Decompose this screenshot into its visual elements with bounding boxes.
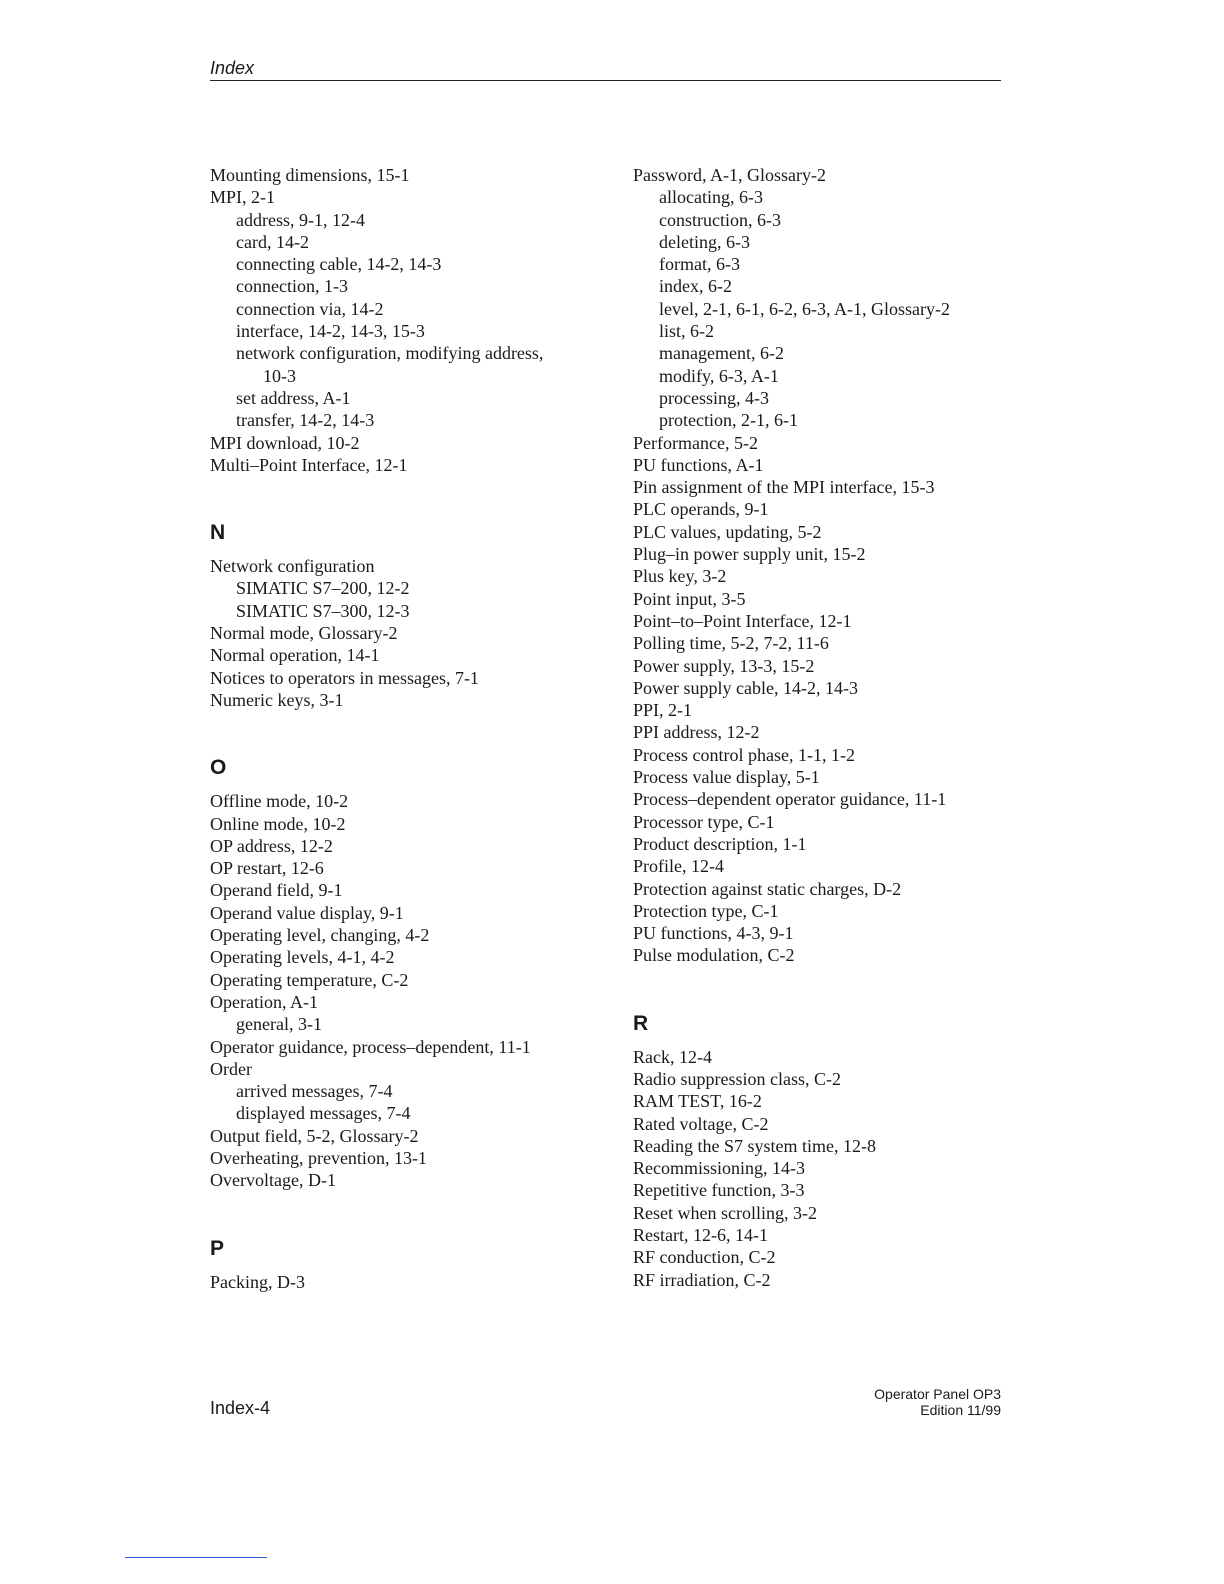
index-subentry: SIMATIC S7–300, 12-3 [236, 600, 410, 621]
index-subentry: allocating, 6-3 [659, 187, 763, 208]
index-entry: PPI, 2-1 [633, 700, 693, 721]
section-letter-heading: O [210, 756, 227, 780]
footer-document-info [874, 1386, 1001, 1418]
index-subentry: deleting, 6-3 [659, 231, 750, 252]
index-entry: Network configuration [210, 556, 375, 577]
index-entry: Pulse modulation, C-2 [633, 945, 795, 966]
index-entry: Performance, 5-2 [633, 432, 758, 453]
running-header-title: Index [210, 58, 255, 78]
index-subentry: management, 6-2 [659, 343, 784, 364]
index-column-left [210, 164, 610, 1293]
index-entry: Operation, A-1 [210, 991, 318, 1012]
index-entry: PU functions, 4-3, 9-1 [633, 923, 794, 944]
index-entry: Operating levels, 4-1, 4-2 [210, 947, 395, 968]
index-subentry: set address, A-1 [236, 387, 351, 408]
index-entry: Power supply cable, 14-2, 14-3 [633, 677, 858, 698]
header-rule [210, 80, 1001, 81]
index-entry: Process value display, 5-1 [633, 767, 820, 788]
section-gap [210, 476, 610, 521]
index-entry: Reading the S7 system time, 12-8 [633, 1135, 876, 1156]
index-entry: Process–dependent operator guidance, 11-1 [633, 789, 947, 810]
section-letter-heading: R [633, 1011, 649, 1035]
index-subentry: general, 3-1 [236, 1014, 322, 1035]
index-entry: Online mode, 10-2 [210, 813, 346, 834]
section-letter-heading: N [210, 521, 226, 545]
index-entry: Polling time, 5-2, 7-2, 11-6 [633, 633, 829, 654]
index-entry: Repetitive function, 3-3 [633, 1180, 805, 1201]
index-entry: Reset when scrolling, 3-2 [633, 1202, 817, 1223]
index-entry: Offline mode, 10-2 [210, 791, 349, 812]
index-subentry: transfer, 14-2, 14-3 [236, 410, 375, 431]
index-entry: Protection type, C-1 [633, 900, 779, 921]
index-entry: Power supply, 13-3, 15-2 [633, 655, 815, 676]
page-number: Index-4 [210, 1398, 271, 1418]
index-entry: Operating level, changing, 4-2 [210, 925, 430, 946]
index-entry: Processor type, C-1 [633, 811, 775, 832]
index-entry: Rack, 12-4 [633, 1046, 712, 1067]
section-gap [210, 1192, 610, 1237]
index-entry: Radio suppression class, C-2 [633, 1068, 841, 1089]
index-entry: Normal mode, Glossary-2 [210, 623, 398, 644]
index-entry: PLC values, updating, 5-2 [633, 521, 822, 542]
index-subentry: connection, 1-3 [236, 276, 348, 297]
footer-product: Operator Panel OP3 [874, 1386, 1001, 1402]
index-entry: Normal operation, 14-1 [210, 645, 380, 666]
index-entry: RF irradiation, C-2 [633, 1269, 771, 1290]
index-entry: Operator guidance, process–dependent, 11-1 [210, 1036, 531, 1057]
index-entry: Process control phase, 1-1, 1-2 [633, 744, 855, 765]
index-subentry: processing, 4-3 [659, 387, 769, 408]
index-entry: PLC operands, 9-1 [633, 499, 769, 520]
index-entry: RF conduction, C-2 [633, 1247, 776, 1268]
index-entry: Plus key, 3-2 [633, 566, 727, 587]
bottom-link-underline[interactable] [125, 1557, 267, 1558]
section-gap [633, 967, 1013, 1012]
index-entry: Recommissioning, 14-3 [633, 1158, 805, 1179]
footer-edition: Edition 11/99 [920, 1402, 1001, 1418]
index-entry: Profile, 12-4 [633, 856, 724, 877]
index-entry: OP restart, 12-6 [210, 858, 324, 879]
index-entry: Product description, 1-1 [633, 833, 807, 854]
index-subentry: network configuration, modifying address, [236, 343, 544, 364]
index-subentry: arrived messages, 7-4 [236, 1081, 393, 1102]
index-entry: Point input, 3-5 [633, 588, 746, 609]
index-entry: Restart, 12-6, 14-1 [633, 1225, 768, 1246]
index-entry: Protection against static charges, D-2 [633, 878, 902, 899]
index-entry: Rated voltage, C-2 [633, 1113, 769, 1134]
index-entry: Overvoltage, D-1 [210, 1170, 336, 1191]
index-entry: MPI download, 10-2 [210, 432, 360, 453]
section-letter-heading: P [210, 1236, 225, 1260]
index-subentry: list, 6-2 [659, 321, 715, 342]
index-subentry: format, 6-3 [659, 254, 740, 275]
index-entry: PPI address, 12-2 [633, 722, 760, 743]
section-gap [210, 711, 610, 756]
index-entry: MPI, 2-1 [210, 187, 276, 208]
index-entry: Pin assignment of the MPI interface, 15-3 [633, 477, 935, 498]
index-entry: Numeric keys, 3-1 [210, 689, 344, 710]
index-subentry: displayed messages, 7-4 [236, 1103, 411, 1124]
index-entry: PU functions, A-1 [633, 454, 764, 475]
index-entry: Packing, D-3 [210, 1271, 305, 1292]
index-subentry: connecting cable, 14-2, 14-3 [236, 254, 442, 275]
index-entry: Multi–Point Interface, 12-1 [210, 454, 408, 475]
index-entry: Operating temperature, C-2 [210, 969, 409, 990]
index-entry: Operand field, 9-1 [210, 880, 343, 901]
index-entry: Mounting dimensions, 15-1 [210, 165, 410, 185]
index-subentry: level, 2-1, 6-1, 6-2, 6-3, A-1, Glossary-2 [659, 298, 950, 319]
index-entry: Operand value display, 9-1 [210, 902, 404, 923]
index-subentry: construction, 6-3 [659, 209, 781, 230]
index-subentry: modify, 6-3, A-1 [659, 365, 779, 386]
index-entry: RAM TEST, 16-2 [633, 1091, 762, 1112]
index-column-right [633, 164, 1013, 1291]
index-entry: Point–to–Point Interface, 12-1 [633, 610, 852, 631]
index-entry: Overheating, prevention, 13-1 [210, 1147, 427, 1168]
index-subentry: 10-3 [263, 365, 296, 386]
index-subentry: card, 14-2 [236, 231, 309, 252]
index-subentry: index, 6-2 [659, 276, 732, 297]
index-entry: Plug–in power supply unit, 15-2 [633, 544, 866, 565]
index-subentry: SIMATIC S7–200, 12-2 [236, 578, 410, 599]
index-subentry: protection, 2-1, 6-1 [659, 410, 798, 431]
index-subentry: interface, 14-2, 14-3, 15-3 [236, 321, 425, 342]
index-entry: Notices to operators in messages, 7-1 [210, 667, 479, 688]
index-entry: Password, A-1, Glossary-2 [633, 165, 826, 185]
index-subentry: connection via, 14-2 [236, 298, 384, 319]
index-entry: Order [210, 1058, 252, 1079]
index-entry: Output field, 5-2, Glossary-2 [210, 1125, 419, 1146]
index-subentry: address, 9-1, 12-4 [236, 209, 365, 230]
index-entry: OP address, 12-2 [210, 835, 333, 856]
